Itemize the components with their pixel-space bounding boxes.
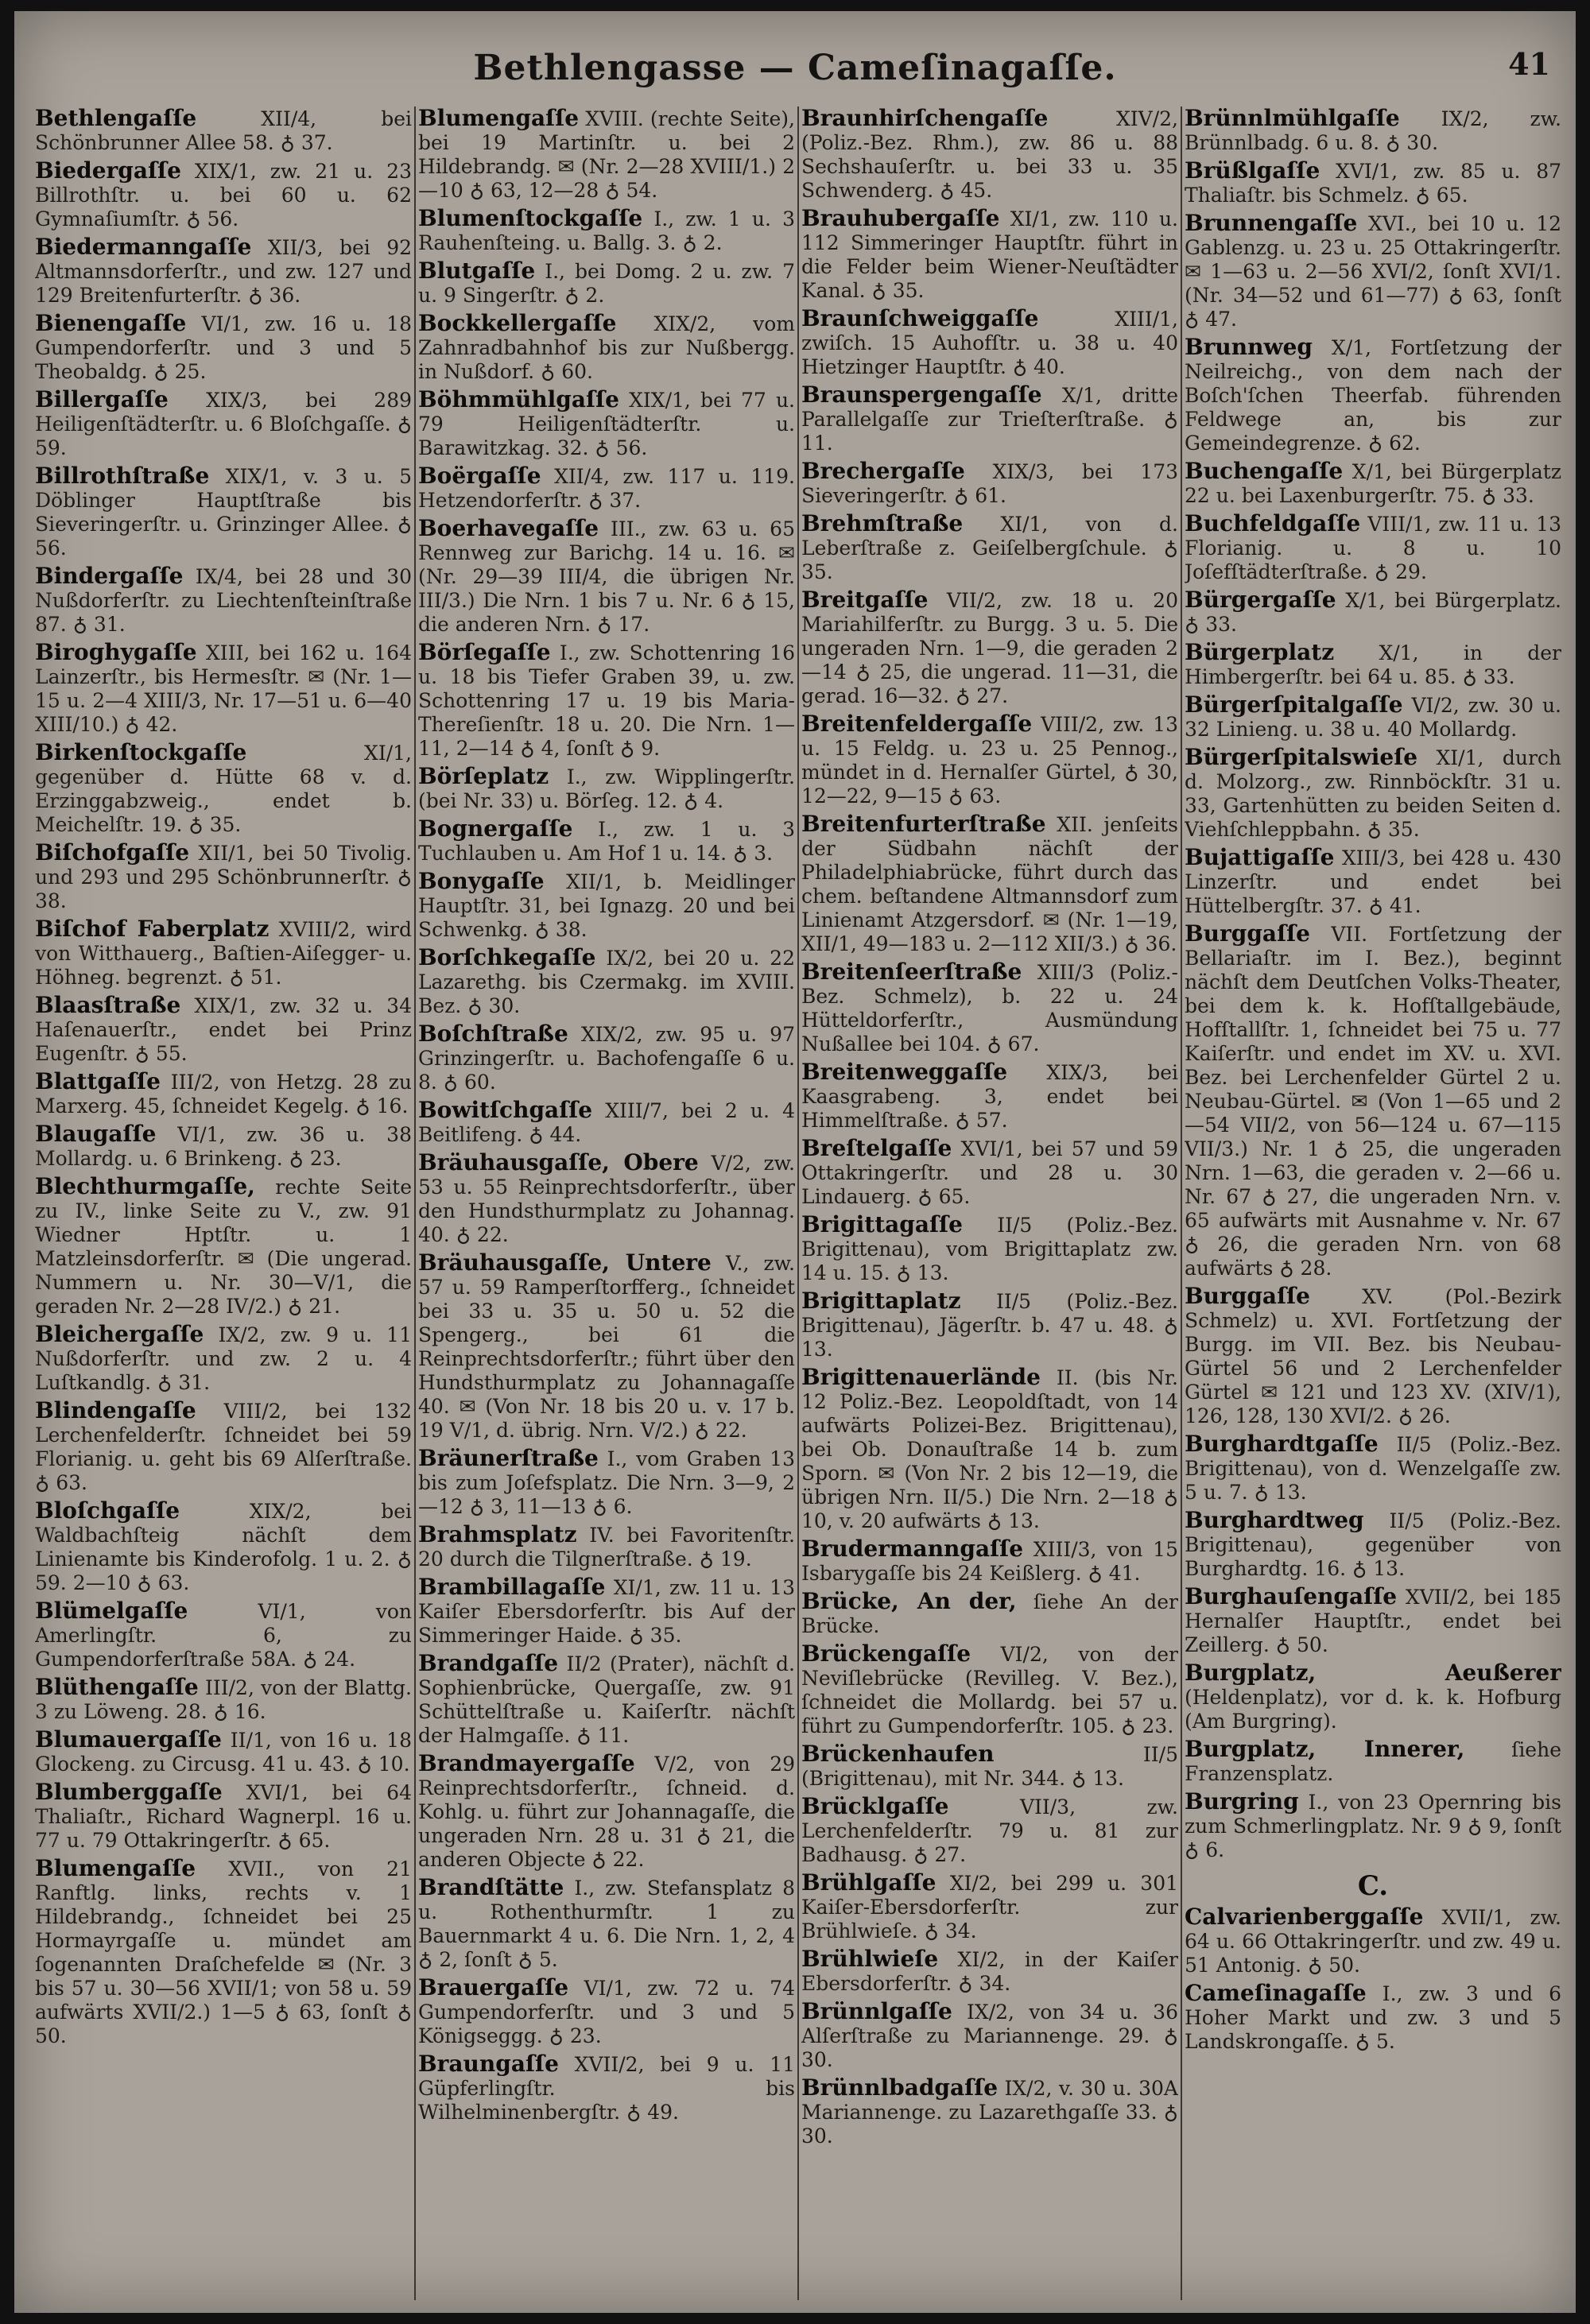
street-entry	[418, 1151, 795, 1247]
street-description: XIX/2, vom Zahnradbahnhof bis zur Nußbergg. in Nußdorf. ♁ 60.	[418, 312, 795, 383]
street-name: Buchengaſſe	[1185, 458, 1344, 484]
street-name: Burgring	[1185, 1788, 1299, 1815]
street-entry	[801, 1060, 1178, 1133]
street-description: XIX/1, v. 3 u. 5 Döblinger Hauptſtraße bis Sieveringerſtr. u. Grinzinger Allee. ♁ 56.	[35, 465, 412, 560]
street-entry	[418, 1976, 795, 2048]
street-name: Brücklgaſſe	[801, 1793, 949, 1819]
street-entry	[35, 312, 412, 384]
street-entry	[801, 960, 1178, 1056]
street-name: Breitenfurterſtraße	[801, 811, 1046, 837]
street-entry	[801, 307, 1178, 379]
street-description: III/2, von der Blattg. 3 zu Löweng. 28. ♁ 16.	[35, 1676, 412, 1723]
street-description: (Heldenplatz), vor d. k. k. Hofburg (Am Burgring).	[1185, 1686, 1561, 1733]
street-description: XII/4, zw. 117 u. 119. Hetzendorferſtr. ♁ 37.	[418, 465, 795, 512]
column-divider	[797, 107, 799, 2300]
street-name: Bräunerſtraße	[418, 1445, 599, 1471]
street-entry	[35, 1175, 412, 1319]
street-entry	[418, 2052, 795, 2125]
street-description: VII/3, zw. Lerchenfelderſtr. 79 u. 81 zur Badhausg. ♁ 27.	[801, 1795, 1178, 1866]
street-description: I., bei Domg. 2 u. zw. 7 u. 9 Singerſtr. ♁ 2.	[418, 260, 795, 307]
street-description: VIII/2, bei 132 Lerchenfelderſtr. ſchneidet bei 59 Florianig. u. geht bis 69 Alſerſtraße. ♁ 63.	[35, 1400, 412, 1494]
street-name: Braunhirſchengaſſe	[801, 107, 1049, 131]
street-entry	[1185, 1737, 1561, 1786]
street-description: II/1, von 16 u. 18 Glockeng. zu Circusg. 41 u. 43. ♁ 10.	[35, 1729, 412, 1776]
street-entry	[1185, 159, 1561, 207]
street-entry	[418, 817, 795, 866]
street-name: Brudermanngaſſe	[801, 1536, 1024, 1562]
street-name: Brünnlbadgaſſe	[801, 2074, 999, 2101]
street-name: Brauhubergaſſe	[801, 205, 1000, 231]
street-entry	[418, 946, 795, 1018]
street-description: VI/1, zw. 36 u. 38 Mollardg. u. 6 Brinkeng. ♁ 23.	[35, 1123, 412, 1170]
street-entry	[801, 588, 1178, 708]
street-name: Blaugaſſe	[35, 1121, 157, 1147]
street-name: Burghauſengaſſe	[1185, 1583, 1398, 1609]
street-description: X/1, in der Himbergerſtr. bei 64 u. 85. ♁ 33.	[1185, 641, 1561, 688]
street-entry	[1185, 1585, 1561, 1657]
street-description: XI/1, zw. 11 u. 13 Kaiſer Ebersdorferſtr. bis Auf der Simmeringer Haide. ♁ 35.	[418, 1576, 795, 1647]
street-entry	[801, 1947, 1178, 1996]
street-entry	[1185, 1905, 1561, 1977]
street-entry	[1185, 1981, 1561, 2054]
street-name: Blumauergaſſe	[35, 1726, 222, 1753]
street-entry	[801, 459, 1178, 508]
street-name: Brüßlgaſſe	[1185, 157, 1320, 184]
street-description: rechte Seite zu IV., linke Seite zu V., zw. 91 Wiedner Hptſtr. u. 1 Matzleinsdorferſtr. ✉ (Die ungerad. Nummern u. Nr. 30—V/1, die geraden Nr. 2—28 IV/2.) ♁ 21.	[35, 1176, 412, 1318]
street-entry	[801, 812, 1178, 956]
street-entry	[1185, 1284, 1561, 1428]
street-name: Brahmsplatz	[418, 1521, 577, 1547]
street-description: V/2, zw. 53 u. 55 Reinprechtsdorferſtr., über den Hundsthurmplatz zu Johannag. 40. ♁ 22.	[418, 1152, 795, 1246]
street-name: Bloſchgaſſe	[35, 1497, 180, 1524]
page-number: 41	[1508, 46, 1550, 82]
street-name: Boſchſtraße	[418, 1021, 568, 1047]
street-name: Brambillagaſſe	[418, 1574, 606, 1600]
street-name: Boërgaſſe	[418, 463, 541, 489]
street-description: XII. jenſeits der Südbahn nächſt der Philadelphiabrücke, führt durch das chem. beſtandene Altmannsdorf zum Linienamt Atzgersdorf. ✉ (Nr. 1—19, XII/1, 49—183 u. 2—112 XII/3.) ♁ 36.	[801, 813, 1178, 955]
street-entry	[418, 1752, 795, 1872]
street-description: V/2, von 29 Reinprechtsdorferſtr., ſchneid. d. Kohlg. u. führt zur Johannagaſſe, die ungeraden Nrn. 28 u. 31 ♁ 21, die anderen Objecte ♁ 22.	[418, 1753, 795, 1871]
street-name: Bräuhausgaſſe, Untere	[418, 1249, 712, 1276]
street-description: XVI/1, bei 57 und 59 Ottakringerſtr. und 28 u. 30 Lindauerg. ♁ 65.	[801, 1137, 1178, 1208]
street-name: Bockkellergaſſe	[418, 310, 617, 336]
street-description: XVI., bei 10 u. 12 Gablenzg. u. 23 u. 25 Ottakringerſtr. ✉ 1—63 u. 2—56 XVI/2, ſonſt XVI/1. (Nr. 34—52 und 61—77) ♁ 63, ſonſt ♁ 47.	[1185, 212, 1561, 331]
street-description: III/2, von Hetzg. 28 zu Marxerg. 45, ſchneidet Kegelg. ♁ 16.	[35, 1071, 412, 1117]
street-name: Buchfeldgaſſe	[1185, 510, 1361, 536]
street-entry	[35, 388, 412, 460]
street-description: XVI/1, bei 64 Thaliaſtr., Richard Wagnerpl. 16 u. 77 u. 79 Ottakringerſtr. ♁ 65.	[35, 1781, 412, 1852]
street-name: Blutgaſſe	[418, 258, 536, 284]
street-name: Breitenweggaſſe	[801, 1059, 1008, 1085]
street-name: Bürgerſpitalgaſſe	[1185, 691, 1403, 718]
street-entry	[35, 1780, 412, 1853]
street-name: Brigittagaſſe	[801, 1211, 963, 1238]
street-entry	[35, 741, 412, 837]
street-description: IX/4, bei 28 und 30 Nußdorferſtr. zu Liechtenſteinſtraße 87. ♁ 31.	[35, 565, 412, 636]
street-description: II/2 (Prater), nächſt d. Sophienbrücke, Quergaſſe, zw. 91 Schüttelſtraße u. Kaiſerſtr. nächſt der Halmgaſſe. ♁ 11.	[418, 1652, 795, 1747]
street-entry	[418, 312, 795, 384]
street-entry	[1185, 335, 1561, 455]
street-entry	[35, 235, 412, 308]
street-entry	[1185, 512, 1561, 584]
street-name: Biſchof Faberplatz	[35, 916, 270, 942]
street-entry	[1185, 459, 1561, 508]
street-description: II. (bis Nr. 12 Poliz.-Bez. Leopoldſtadt, von 14 aufwärts Polizei-Bez. Brigittenau), bei Ob. Donauſtraße 14 b. zum Sporn. ✉ (Von Nr. 2 bis 12—19, die übrigen Nrn. II/5.) Die Nrn. 2—18 ♁ 10, v. 20 aufwärts ♁ 13.	[801, 1366, 1178, 1532]
column-1	[35, 107, 412, 2300]
street-entry	[801, 1137, 1178, 1209]
street-description: XIV/2, (Poliz.-Bez. Rhm.), zw. 86 u. 88 Sechshauſerſtr. u. bei 33 u. 35 Schwenderg. ♁ 45.	[801, 107, 1178, 202]
street-name: Blattgaſſe	[35, 1068, 161, 1094]
street-description: I., zw. Stefansplatz 8 u. Rothenthurmſtr. 1 zu Bauernmarkt 4 u. 6. Die Nrn. 1, 2, 4 ♁ 2, ſonſt ♁ 5.	[418, 1877, 795, 1971]
street-name: Blaasſtraße	[35, 992, 181, 1018]
street-description: II/5 (Poliz.-Bez. Brigittenau), gegenüber von Burghardtg. 16. ♁ 13.	[1185, 1509, 1561, 1580]
street-entry	[801, 207, 1178, 303]
street-entry	[418, 259, 795, 308]
street-entry	[418, 1098, 795, 1147]
street-description: XII/4, bei Schönbrunner Allee 58. ♁ 37.	[35, 107, 412, 154]
street-name: Brückengaſſe	[801, 1640, 971, 1667]
street-description: XIX/1, zw. 21 u. 23 Billrothſtr. u. bei 60 u. 62 Gymnaſiumſtr. ♁ 56.	[35, 160, 412, 230]
street-entry	[35, 994, 412, 1066]
street-name: Calvarienberggaſſe	[1185, 1904, 1424, 1930]
street-entry	[1185, 107, 1561, 155]
street-name: Börſegaſſe	[418, 639, 551, 665]
street-entry	[1185, 1790, 1561, 1862]
street-description: XIII/1, zwiſch. 15 Auhofſtr. u. 38 u. 40 Hietzinger Hauptſtr. ♁ 40.	[801, 308, 1178, 378]
street-description: XII/3, bei 92 Altmannsdorferſtr., und zw. 127 und 129 Breitenfurterſtr. ♁ 36.	[35, 236, 412, 307]
street-name: Braunspergengaſſe	[801, 382, 1042, 408]
street-description: XVII/2, bei 185 Hernalſer Hauptſtr., endet bei Zeillerg. ♁ 50.	[1185, 1586, 1561, 1656]
street-description: VII. Fortſetzung der Bellariaſtr. im I. Bez.), beginnt nächſt dem Deutſchen Volks-Theater, bei dem k. k. Hofſtallgebäude, Hofſtallſtr. 1, ſchneidet bei 75 u. 77 Kaiſerſtr. und endet im XV. u. XVI. Bez. bei Lerchenfelder Gürtel 2 u. Neubau-Gürtel. ✉ (Von 1—65 und 2—54 VII/2, von 56—124 u. 67—115 VII/3.) Nr. 1 ♁ 25, die ungeraden Nrn. 1—63, die geraden v. 2—66 u. Nr. 67 ♁ 27, die ungeraden Nrn. v. 65 aufwärts mit Ausnahme v. Nr. 67 ♁ 26, die geraden Nrn. von 68 aufwärts ♁ 28.	[1185, 923, 1561, 1280]
street-name: Böhmmühlgaſſe	[418, 386, 619, 413]
street-description: XVI/1, zw. 85 u. 87 Thaliaſtr. bis Schmelz. ♁ 65.	[1185, 160, 1561, 207]
street-entry	[418, 1447, 795, 1519]
street-name: Blindengaſſe	[35, 1397, 196, 1423]
street-entry	[1185, 746, 1561, 842]
street-name: Brünnlmühlgaſſe	[1185, 107, 1400, 131]
street-entry	[418, 1523, 795, 1571]
street-name: Bleichergaſſe	[35, 1321, 204, 1347]
street-description: XVIII. (rechte Seite), bei 19 Martinſtr. u. bei 2 Hildebrandg. ✉ (Nr. 2—28 XVIII/1.) 2—10 ♁ 63, 12—28 ♁ 54.	[418, 107, 795, 202]
street-entry	[418, 641, 795, 761]
street-description: XIX/3, bei 173 Sieveringerſtr. ♁ 61.	[801, 460, 1178, 507]
street-name: Blumenſtockgaſſe	[418, 205, 643, 231]
street-description: XIX/2, zw. 95 u. 97 Grinzingerſtr. u. Bachofengaſſe 6 u. 8. ♁ 60.	[418, 1023, 795, 1094]
street-name: Brandmayergaſſe	[418, 1750, 635, 1776]
street-description: XIII/3, von 15 Isbarygaſſe bis 24 Keißlerg. ♁ 41.	[801, 1538, 1178, 1585]
street-entry	[801, 1537, 1178, 1586]
street-description: IX/2, von 34 u. 36 Alſerſtraße zu Mariannenge. 29. ♁ 30.	[801, 2001, 1178, 2071]
street-description: I., zw. Wipplingerſtr. (bei Nr. 33) u. Börſeg. 12. ♁ 4.	[418, 765, 795, 812]
street-description: II/5 (Poliz.-Bez. Brigittenau), Jägerſtr. b. 47 u. 48. ♁ 13.	[801, 1290, 1178, 1361]
street-name: Bonygaſſe	[418, 868, 545, 894]
street-entry	[418, 1575, 795, 1648]
street-description: XVIII/2, wird von Witthauerg., Baſtien-Aiſegger- u. Höhneg. begrenzt. ♁ 51.	[35, 918, 412, 989]
directory-page	[14, 11, 1576, 2313]
street-description: VI/2, von der Neviſlebrücke (Revilleg. V. Bez.), ſchneidet die Mollardg. bei 57 u. führt zu Gumpendorferſtr. 105. ♁ 23.	[801, 1643, 1178, 1737]
street-name: Biſchofgaſſe	[35, 839, 190, 866]
street-name: Bindergaſſe	[35, 563, 184, 589]
street-name: Bürgerſpitalswieſe	[1185, 744, 1418, 770]
column-divider	[1181, 107, 1182, 2300]
street-name: Blümelgaſſe	[35, 1598, 188, 1624]
street-entry	[801, 1590, 1178, 1638]
column-divider	[414, 107, 416, 2300]
street-description: VI/1, zw. 72 u. 74 Gumpendorferſtr. und 3 und 5 Königseggg. ♁ 23.	[418, 1977, 795, 2047]
street-name: Brigittaplatz	[801, 1288, 961, 1314]
column-2	[418, 107, 795, 2300]
street-description: VIII/1, zw. 11 u. 13 Florianig. u. 8 u. 10 Joſefſtädterſtraße. ♁ 29.	[1185, 513, 1561, 583]
street-entry	[35, 1857, 412, 2048]
street-description: XI/2, bei 299 u. 301 Kaiſer-Ebersdorferſtr. zur Brühlwieſe. ♁ 34.	[801, 1872, 1178, 1942]
street-description: XV. (Pol.-Bezirk Schmelz) u. XVI. Fortſetzung der Burgg. im VII. Bez. bis Neubau-Gürtel 56 und 2 Lerchenfelder Gürtel ✉ 121 und 123 XV. (XIV/1), 126, 128, 130 XVI/2. ♁ 26.	[1185, 1285, 1561, 1427]
street-name: Biroghygaſſe	[35, 639, 197, 665]
street-description: IX/2, v. 30 u. 30A Mariannenge. zu Lazarethgaſſe 33. ♁ 30.	[801, 2077, 1178, 2148]
street-name: Biedergaſſe	[35, 157, 181, 184]
street-name: Bowitſchgaſſe	[418, 1097, 593, 1123]
street-entry	[35, 1675, 412, 1724]
street-name: Breitenſeerſtraße	[801, 959, 1022, 985]
street-name: Burggaſſe	[1185, 920, 1310, 947]
street-description: ſiehe An der Brücke.	[801, 1590, 1178, 1637]
street-entry	[418, 1251, 795, 1443]
street-entry	[801, 2000, 1178, 2072]
street-name: Bienengaſſe	[35, 310, 187, 336]
street-entry	[1185, 693, 1561, 742]
street-entry	[801, 1365, 1178, 1533]
street-entry	[418, 1876, 795, 1972]
street-name: Blumengaſſe	[418, 107, 580, 131]
street-description: XI/1, zw. 110 u. 112 Simmeringer Hauptſtr. führt in die Felder beim Wiener-Neuſtädter Kanal. ♁ 35.	[801, 207, 1178, 302]
street-name: Brauergaſſe	[418, 1974, 569, 2001]
street-name: Brühlwieſe	[801, 1946, 939, 1972]
street-description: X/1, bei Bürgerplatz. ♁ 33.	[1185, 589, 1561, 636]
street-name: Bürgergaſſe	[1185, 587, 1336, 613]
street-entry	[418, 517, 795, 637]
street-name: Borſchkegaſſe	[418, 944, 596, 970]
street-description: X/1, bei Bürgerplatz 22 u. bei Laxenburgerſtr. 75. ♁ 33.	[1185, 460, 1561, 507]
street-name: Bürgerplatz	[1185, 639, 1335, 665]
street-description: I., von 23 Opernring bis zum Schmerlingplatz. Nr. 9 ♁ 9, ſonſt ♁ 6.	[1185, 1791, 1561, 1861]
street-description: XII/1, bei 50 Tivolig. und 293 und 295 Schönbrunnerſtr. ♁ 38.	[35, 842, 412, 912]
street-name: Burggaſſe	[1185, 1283, 1310, 1309]
street-entry	[801, 2076, 1178, 2148]
street-description: X/1, Fortſetzung der Neilreichg., von dem nach der Boſch'ſchen Theerfab. führenden Feldwege an, bis zur Gemeindegrenze. ♁ 62.	[1185, 336, 1561, 455]
street-name: Brünnlgaſſe	[801, 1998, 952, 2024]
street-entry	[35, 1323, 412, 1395]
street-name: Burghardtweg	[1185, 1507, 1364, 1533]
street-description: VIII/2, zw. 13 u. 15 Feldg. u. 23 u. 25 Pennog., mündet in d. Hernalſer Gürtel, ♁ 30, 12—22, 9—15 ♁ 63.	[801, 713, 1178, 808]
street-name: Blüthengaſſe	[35, 1674, 199, 1700]
street-entry	[801, 1289, 1178, 1361]
street-name: Brigittenauerlände	[801, 1364, 1041, 1390]
street-entry	[801, 383, 1178, 455]
street-entry	[418, 870, 795, 942]
street-entry	[418, 107, 795, 203]
street-name: Brandgaſſe	[418, 1650, 559, 1676]
street-description: I., zw. 3 und 6 Hoher Markt und zw. 3 und 5 Landskrongaſſe. ♁ 5.	[1185, 1982, 1561, 2053]
street-entry	[801, 712, 1178, 808]
street-description: VI/1, zw. 16 u. 18 Gumpendorferſtr. und 3 und 5 Theobaldg. ♁ 25.	[35, 312, 412, 383]
street-description: XIII/3, bei 428 u. 430 Linzerſtr. und endet bei Hüttelbergſtr. 37. ♁ 41.	[1185, 846, 1561, 917]
street-entry	[801, 1213, 1178, 1285]
street-name: Boerhavegaſſe	[418, 515, 599, 541]
street-name: Bräuhausgaſſe, Obere	[418, 1149, 699, 1176]
street-description: IX/2, zw. 9 u. 11 Nußdorferſtr. und zw. 2 u. 4 Luſtkandlg. ♁ 31.	[35, 1323, 412, 1394]
street-name: Biedermanngaſſe	[35, 234, 252, 260]
street-name: Brandſtätte	[418, 1874, 564, 1900]
column-3	[801, 107, 1178, 2300]
street-name: Brückenhaufen	[801, 1741, 995, 1767]
running-title: Bethlengasse — Cameſinagaſſe.	[473, 48, 1117, 88]
street-description: XIII/3 (Poliz.-Bez. Schmelz), b. 22 u. 24 Hütteldorferſtr., Ausmündung Nußallee bei 104. ♁ 67.	[801, 961, 1178, 1055]
street-directory-columns	[35, 107, 1561, 2300]
street-entry	[35, 841, 412, 913]
street-description: I., vom Graben 13 bis zum Joſefsplatz. Die Nrn. 3—9, 2—12 ♁ 3, 11—13 ♁ 6.	[418, 1447, 795, 1518]
street-entry	[1185, 1432, 1561, 1505]
street-name: Breitgaſſe	[801, 587, 929, 613]
street-entry	[418, 1022, 795, 1094]
street-description: IV. bei Favoritenſtr. 20 durch die Tilgnerſtraße. ♁ 19.	[418, 1524, 795, 1571]
street-entry	[1185, 846, 1561, 918]
street-entry	[35, 1499, 412, 1595]
street-name: Braunſchweiggaſſe	[801, 305, 1039, 331]
street-entry	[801, 107, 1178, 203]
street-entry	[1185, 922, 1561, 1280]
street-entry	[1185, 211, 1561, 331]
street-description: XII/1, b. Meidlinger Hauptſtr. 31, bei Ignazg. 20 und bei Schwenkg. ♁ 38.	[418, 870, 795, 941]
street-description: VII/2, zw. 18 u. 20 Mariahilferſtr. zu Burgg. 3 u. 5. Die ungeraden Nrn. 1—9, die geraden 2—14 ♁ 25, die ungerad. 11—31, die gerad. 16—32. ♁ 27.	[801, 589, 1178, 707]
street-name: Bognergaſſe	[418, 815, 573, 842]
street-name: Cameſinagaſſe	[1185, 1980, 1367, 2006]
street-description: XIX/2, bei Waldbachſteig nächſt dem Linienamte bis Kinderofolg. 1 u. 2. ♁ 59. 2—10 ♁ 63.	[35, 1500, 412, 1594]
street-entry	[1185, 588, 1561, 637]
street-entry	[35, 159, 412, 231]
street-entry	[35, 1728, 412, 1776]
street-name: Blechthurmgaſſe,	[35, 1173, 255, 1199]
street-description: II/5 (Poliz.-Bez. Brigittenau), von d. Wenzelgaſſe zw. 5 u. 7. ♁ 13.	[1185, 1433, 1561, 1504]
street-description: VI/2, zw. 30 u. 32 Linieng. u. 38 u. 40 Mollardg.	[1185, 694, 1561, 741]
street-name: Brehmſtraße	[801, 510, 964, 536]
street-name: Billrothſtraße	[35, 463, 210, 489]
street-description: I., zw. Schottenring 16 u. 18 bis Tiefer Graben 39, u. zw. Schottenring 17 u. 19 bis Maria-Thereſienſtr. 18 u. 20. Die Nrn. 1—11, 2—14 ♁ 4, ſonſt ♁ 9.	[418, 641, 795, 760]
street-entry	[418, 765, 795, 813]
street-name: Brunnweg	[1185, 334, 1313, 360]
street-name: Billergaſſe	[35, 386, 169, 413]
street-description: II/5 (Brigittenau), mit Nr. 344. ♁ 13.	[801, 1743, 1178, 1790]
street-entry	[35, 1599, 412, 1671]
street-name: Braungaſſe	[418, 2051, 559, 2077]
street-entry	[801, 1642, 1178, 1738]
street-name: Birkenſtockgaſſe	[35, 739, 247, 765]
street-description: ſiehe Franzensplatz.	[1185, 1738, 1561, 1785]
street-name: Bujattigaſſe	[1185, 844, 1335, 870]
street-description: XVII., von 21 Ranftlg. links, rechts v. 1 Hildebrandg., ſchneidet bei 25 Hormayrgaſſe u. mündet am ſogenannten Draſchefelde ✉ (Nr. 3 bis 57 u. 30—56 XVII/1; von 58 u. 59 aufwärts XVII/2.) 1—5 ♁ 63, ſonſt ♁ 50.	[35, 1857, 412, 2047]
street-description: XI/1, gegenüber d. Hütte 68 v. d. Erzinggabzweig., endet b. Meichelſtr. 19. ♁ 35.	[35, 742, 412, 836]
street-description: XVII/1, zw. 64 u. 66 Ottakringerſtr. und zw. 49 u. 51 Antonig. ♁ 50.	[1185, 1906, 1561, 1977]
street-entry	[35, 641, 412, 737]
street-description: III., zw. 63 u. 65 Rennweg zur Barichg. 14 u. 16. ✉ (Nr. 29—39 III/4, die übrigen Nr. III/3.) Die Nrn. 1 bis 7 u. Nr. 6 ♁ 15, die anderen Nrn. ♁ 17.	[418, 517, 795, 636]
street-name: Burgplatz, Innerer,	[1185, 1736, 1465, 1762]
street-description: V., zw. 57 u. 59 Ramperſtorfferg., ſchneidet bei 33 u. 35 u. 50 u. 52 die Spengerg., bei 61 die Reinprechtsdorferſtr.; führt über den Hundsthurmplatz zu Johannagaſſe 40. ✉ (Von Nr. 18 bis 20 u. v. 17 b. 19 V/1, d. übrig. Nrn. V/2.) ♁ 22.	[418, 1252, 795, 1442]
street-entry	[35, 1122, 412, 1171]
street-entry	[35, 107, 412, 155]
street-name: Breitenfeldergaſſe	[801, 711, 1033, 737]
column-4	[1185, 107, 1561, 2300]
street-description: XIX/3, bei 289 Heiligenſtädterſtr. u. 6 Bloſchgaſſe. ♁ 59.	[35, 389, 412, 459]
street-entry	[801, 1871, 1178, 1943]
street-name: Brücke, An der,	[801, 1588, 1017, 1614]
street-description: XI/1, von d. Leberſtraße z. Geiſelbergſchule. ♁ 35.	[801, 513, 1178, 583]
street-entry	[801, 512, 1178, 584]
street-description: XIII, bei 162 u. 164 Lainzerſtr., bis Hermesſtr. ✉ (Nr. 1—15 u. 2—4 XIII/3, Nr. 17—51 u. 6—40 XIII/10.) ♁ 42.	[35, 641, 412, 736]
street-entry	[1185, 1509, 1561, 1581]
street-entry	[418, 1652, 795, 1748]
street-entry	[35, 564, 412, 637]
street-description: XI/1, durch d. Molzorg., zw. Rinnböckſtr. 31 u. 33, Gartenhütten zu beiden Seiten d. Viehſchleppbahn. ♁ 35.	[1185, 746, 1561, 841]
street-entry	[418, 207, 795, 255]
street-description: I., zw. 1 u. 3 Rauhenſteing. u. Ballg. 3. ♁ 2.	[418, 207, 795, 254]
street-name: Blumengaſſe	[35, 1855, 196, 1881]
street-description: II/5 (Poliz.-Bez. Brigittenau), vom Brigittaplatz zw. 14 u. 15. ♁ 13.	[801, 1214, 1178, 1284]
street-name: Brühlgaſſe	[801, 1869, 937, 1896]
street-description: I., zw. 1 u. 3 Tuchlauben u. Am Hof 1 u. 14. ♁ 3.	[418, 818, 795, 865]
street-description: XIX/1, zw. 32 u. 34 Haſenauerſtr., endet bei Prinz Eugenſtr. ♁ 55.	[35, 994, 412, 1065]
street-name: Burgplatz, Aeußerer	[1185, 1660, 1561, 1686]
street-entry	[801, 1795, 1178, 1867]
page-header	[14, 43, 1576, 107]
street-name: Brechergaſſe	[801, 458, 965, 484]
street-description: VI/1, von Amerlingſtr. 6, zu Gumpendorferſtraße 58A. ♁ 24.	[35, 1600, 412, 1671]
street-entry	[1185, 1661, 1561, 1733]
street-entry	[35, 1399, 412, 1495]
street-description: X/1, dritte Parallelgaſſe zur Trieſterſtraße. ♁ 11.	[801, 384, 1178, 455]
street-entry	[35, 917, 412, 990]
street-entry	[35, 1070, 412, 1118]
section-letter: C.	[1357, 1870, 1389, 1902]
street-description: XI/2, in der Kaiſer Ebersdorferſtr. ♁ 34.	[801, 1948, 1178, 1995]
street-name: Brunnengaſſe	[1185, 210, 1358, 236]
street-name: Börſeplatz	[418, 763, 549, 789]
street-entry	[35, 464, 412, 560]
street-name: Breſtelgaſſe	[801, 1135, 952, 1161]
street-name: Burghardtgaſſe	[1185, 1431, 1379, 1457]
street-description: IX/2, bei 20 u. 22 Lazarethg. bis Czermakg. im XVIII. Bez. ♁ 30.	[418, 947, 795, 1017]
street-name: Bethlengaſſe	[35, 107, 197, 131]
street-description: XIII/7, bei 2 u. 4 Beitlifeng. ♁ 44.	[418, 1099, 795, 1146]
street-description: IX/2, zw. Brünnlbadg. 6 u. 8. ♁ 30.	[1185, 107, 1561, 154]
street-entry	[418, 388, 795, 460]
street-entry	[801, 1742, 1178, 1791]
street-entry	[418, 464, 795, 513]
street-name: Blumberggaſſe	[35, 1779, 223, 1805]
street-description: XIX/3, bei Kaasgrabeng. 3, endet bei Himmelſtraße. ♁ 57.	[801, 1061, 1178, 1132]
street-description: XVII/2, bei 9 u. 11 Güpferlingſtr. bis Wilhelminenbergſtr. ♁ 49.	[418, 2053, 795, 2124]
street-entry	[1185, 641, 1561, 689]
street-description: XIX/1, bei 77 u. 79 Heiligenſtädterſtr. u. Barawitzkag. 32. ♁ 56.	[418, 389, 795, 459]
